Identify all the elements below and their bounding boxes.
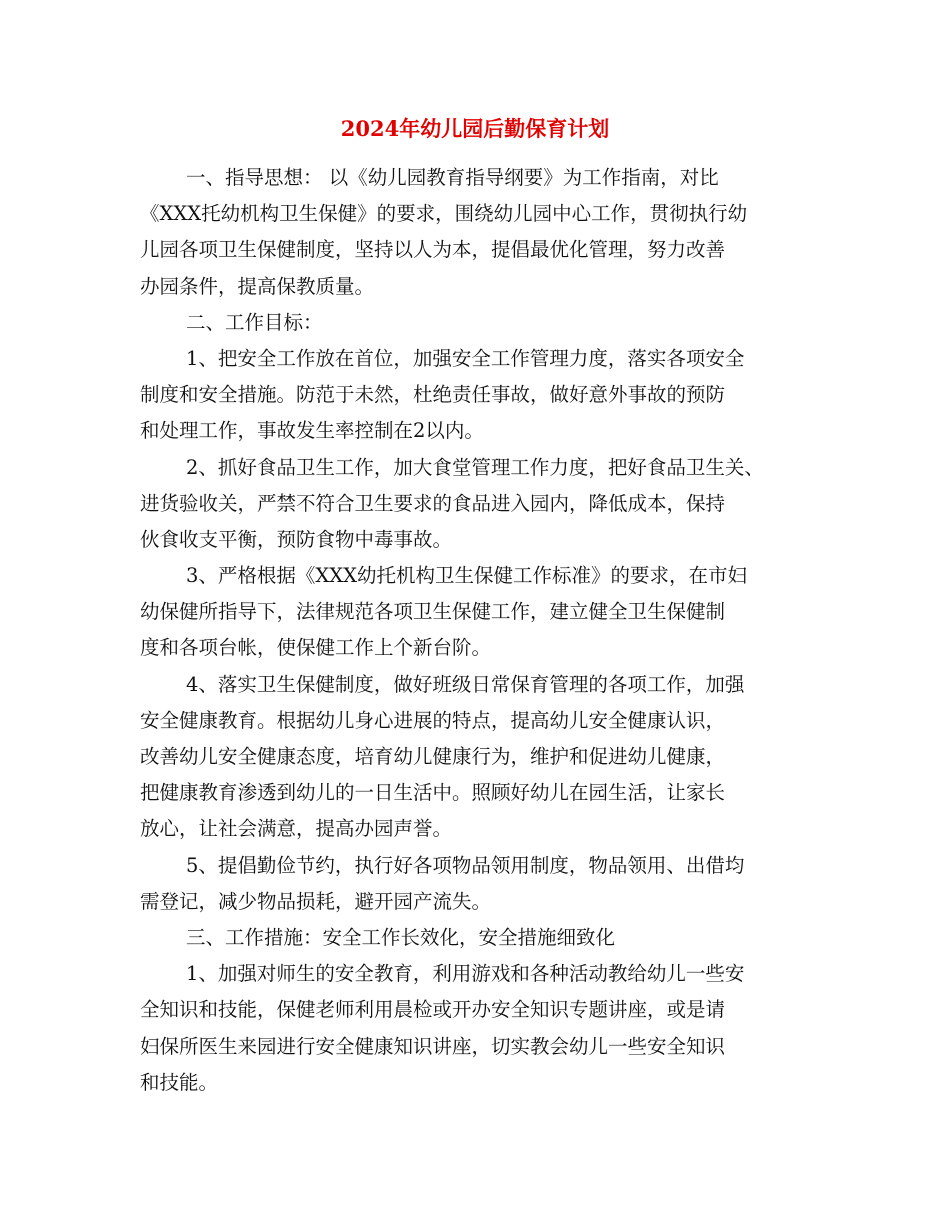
paragraph [140,341,830,450]
paragraph [140,920,830,956]
paragraph-line: 一、指导思想： 以《幼儿园教育指导纲要》为工作指南，对比 [186,166,719,189]
paragraph-line: 安全健康教育。根据幼儿身心进展的特点，提高幼儿安全健康认识， [140,708,726,732]
paragraph-line: 全知识和技能，保健老师利用晨检或开办安全知识专题讲座，或是请 [140,998,726,1022]
paragraph-line: 2、抓好食品卫生工作，加大食堂管理工作力度，把好食品卫生关、 [186,455,764,479]
paragraph-line: 5、提倡勤俭节约，执行好各项物品领用制度，物品领用、出借均 [186,853,745,877]
paragraph [140,160,830,305]
paragraph [140,667,830,848]
paragraph-line: 1、加强对师生的安全教育，利用游戏和各种活动教给幼儿一些安 [186,962,745,986]
paragraph-line: 3、严格根据《XXX幼托机构卫生保健工作标准》的要求，在市妇 [186,564,748,588]
paragraph-line: 儿园各项卫生保健制度，坚持以人为本，提倡最优化管理，努力改善 [140,238,726,262]
paragraph-line: 制度和安全措施。防范于未然，杜绝责任事故，做好意外事故的预防 [140,383,726,407]
paragraph-line: 放心，让社会满意，提高办园声誉。 [140,817,453,841]
paragraph-line: 和处理工作，事故发生率控制在2以内。 [140,419,484,443]
paragraph [140,558,830,667]
paragraph-line: 办园条件，提高保教质量。 [140,274,375,298]
paragraph-line: 伙食收支平衡，预防食物中毒事故。 [140,527,453,551]
document-title: 2024年幼儿园后勤保育计划 [340,116,610,141]
paragraph-line: 和技能。 [140,1070,219,1094]
paragraph-line: 把健康教育渗透到幼儿的一日生活中。照顾好幼儿在园生活，让家长 [140,781,726,805]
paragraph [140,848,830,920]
paragraph-line: 4、落实卫生保健制度，做好班级日常保育管理的各项工作，加强 [186,672,745,696]
paragraph-line: 1、把安全工作放在首位，加强安全工作管理力度，落实各项安全 [186,346,745,370]
document-body [140,160,830,1101]
paragraph-line: 二、工作目标： [186,310,323,334]
paragraph-line: 三、工作措施：安全工作长效化，安全措施细致化 [186,925,616,949]
paragraph-line: 《XXX托幼机构卫生保健》的要求，围绕幼儿园中心工作，贯彻执行幼 [140,202,748,226]
paragraph-line: 进货验收关，严禁不符合卫生要求的食品进入园内，降低成本，保持 [140,491,726,515]
paragraph-line: 妇保所医生来园进行安全健康知识讲座，切实教会幼儿一些安全知识 [140,1034,726,1058]
paragraph [140,956,830,1101]
paragraph-line: 幼保健所指导下，法律规范各项卫生保健工作，建立健全卫生保健制 [140,600,726,624]
paragraph-line: 改善幼儿安全健康态度，培育幼儿健康行为，维护和促进幼儿健康， [140,745,726,768]
paragraph [140,450,830,559]
paragraph [140,305,830,341]
paragraph-line: 度和各项台帐，使保健工作上个新台阶。 [140,636,492,660]
paragraph-line: 需登记，减少物品损耗，避开园产流失。 [140,889,492,913]
